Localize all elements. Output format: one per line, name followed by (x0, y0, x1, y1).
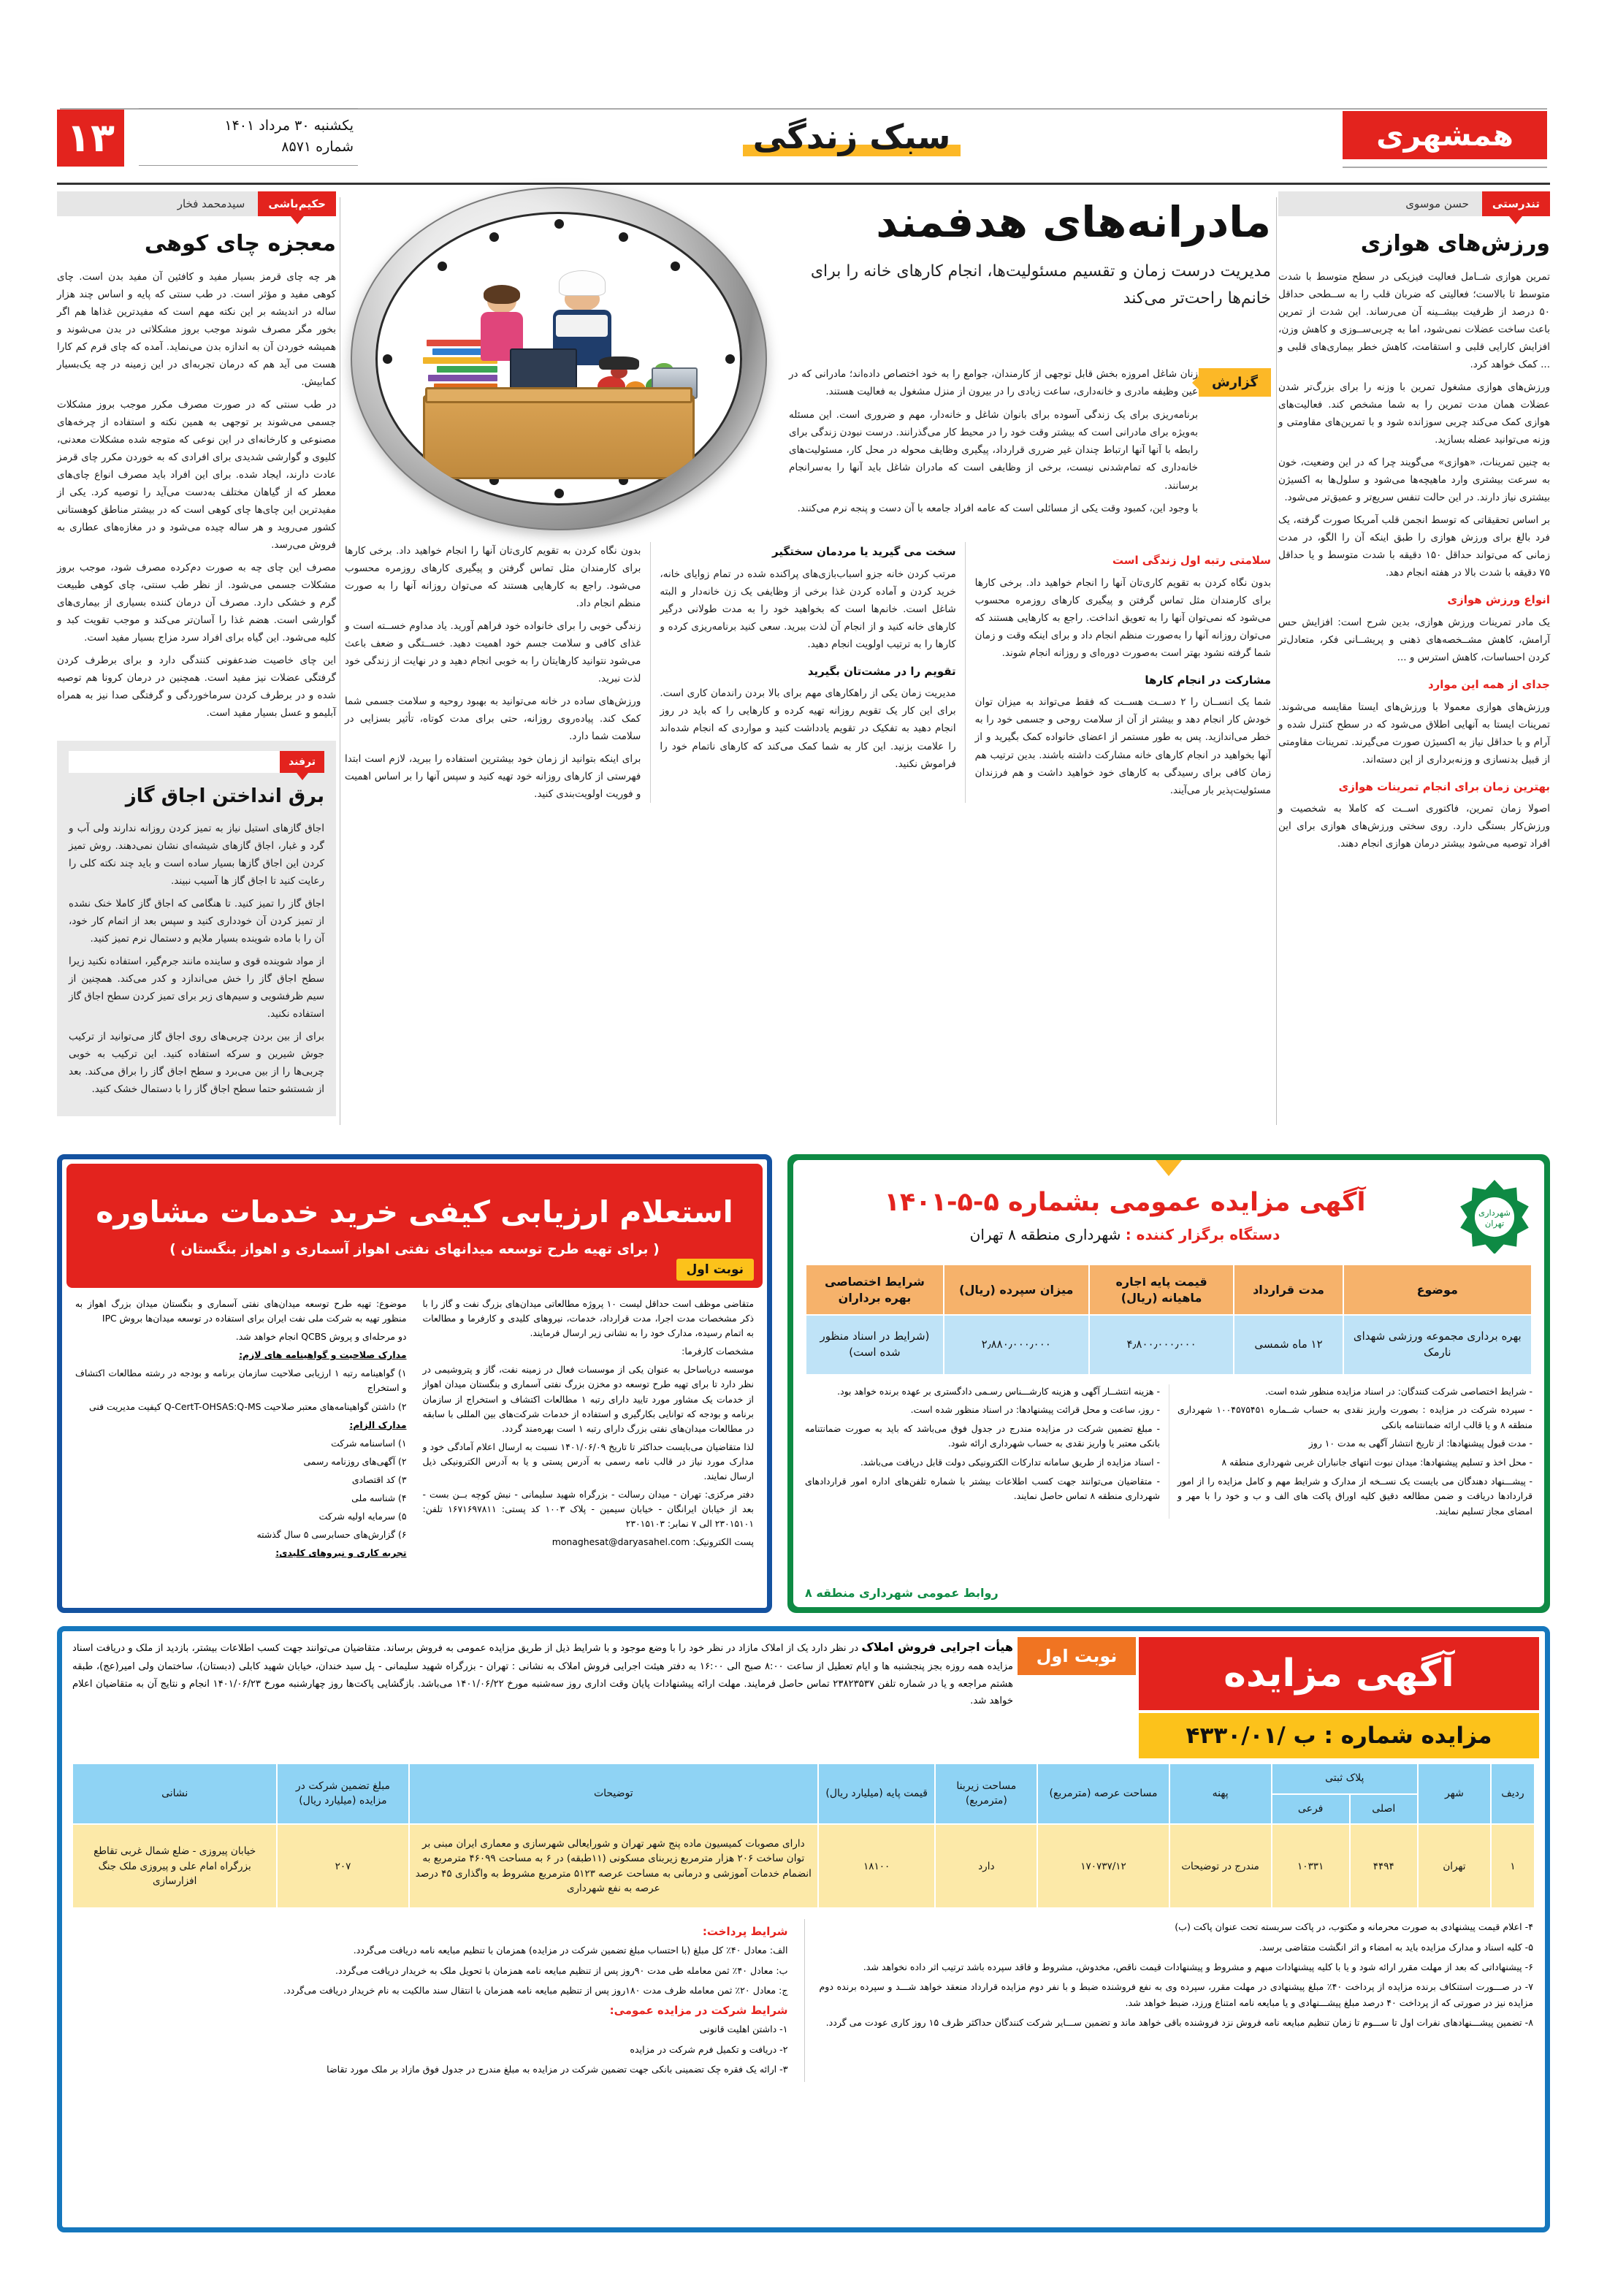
ad-municipality-header (805, 1178, 1532, 1254)
kicker-tag-health: تندرستی (1482, 191, 1550, 216)
clock-face (375, 212, 742, 506)
paragraph: ۱) گواهینامه رتبه ۱ ارزیابی صلاحیت سازمان برنامه و بودجه در رشته مطالعات اکتشاف و استخراج (75, 1368, 407, 1394)
kicker-tag-hakimbashi: حکیم‌باشی (258, 191, 336, 216)
ad-municipality-auction (787, 1154, 1550, 1613)
col-sub-plate: فرعی (1272, 1794, 1350, 1825)
note: - اسناد مزایده از طریق سامانه تدارکات الکترونیکی دولت قابل دریافت می‌باشد. (860, 1457, 1160, 1468)
paragraph: ورزش‌های هوازی معمولا با ورزش‌های ایستا مقایسه می‌شوند. تمرینات ایستا به آنهایی اطلاق می‌شود که در سطح کنترل شده و آرام و با حداقل نیاز به اکسیژن صورت می‌گیرند. تمرینات مقاومتی از قبیل بدنسازی و وزنه‌برداری از این دسته‌اند. (1278, 701, 1550, 766)
clock-tick (383, 354, 392, 364)
ad-municipality-notes (805, 1384, 1532, 1519)
hero-text (789, 197, 1271, 312)
paragraph: موضوع: تهیه طرح توسعه میدان‌های نفتی آسماری و بنگستان میدان بزرگ اهواز به منظور تهیه به شرکت ملی نفت ایران برای استفاده در توسعه میدان‌ها بروش IPC (75, 1298, 407, 1324)
kitchen-scene (405, 276, 713, 487)
cell-deposit: ۲٫۸۸۰٫۰۰۰٫۰۰۰ (944, 1315, 1089, 1375)
ad-municipality-inner (793, 1160, 1544, 1607)
cell-row: ۱ (1491, 1824, 1535, 1908)
paragraph: اجاق گاز را تمیز کنید. تا هنگامی که اجاق گاز کاملا خنک نشده از تمیز کردن آن خودداری کنید و سپس بعد از اتمام کار خود، آن را با ماده شوینده بسیار ملایم و دستمال نرم تمیز کنید. (69, 898, 324, 945)
term: ۶- پیشنهاداتی که بعد از مهلت مقرر ارائه شود و یا با کلیه پیشنهادات مبهم و مشروط و پیشنهادات قیمت ناقص، مخدوش، مشروط و فاقد سپرده باشد ترتیب اثر داده نخواهد شد. (863, 1961, 1533, 1972)
participation-term: ۳- ارائه یک فقره چک تضمینی بانکی جهت تضمین شرکت در مزایده به مبلغ مندرج در جدول فوق مازاد بر ملک مورد تقاضا (327, 2064, 788, 2075)
subheading: انواع ورزش هوازی (1447, 593, 1550, 607)
col-base-price: قیمت پایه (میلیارد ریال) (818, 1763, 935, 1824)
svg-text:تهران: تهران (1484, 1218, 1505, 1229)
ad-consulting-body (62, 1292, 767, 1568)
paragraph: دو مرحله‌ای و پروش QCBS انجام خواهد شد. (235, 1331, 407, 1343)
paragraph: زنان شاغل امروزه بخش قابل توجهی از کارمندان، جوامع را به خود اختصاص داده‌اند؛ مادرانی که در عین وظیفه مادری و خانه‌داری، ساعت زیادی را در بیرون از منزل مشغول به فعالیت هستند. (789, 368, 1198, 398)
issue-number: شماره ۸۵۷۱ (281, 139, 354, 156)
col-special-terms: شرایط اختصاصی بهره برداران (806, 1265, 944, 1315)
property-table (72, 1763, 1535, 1909)
kicker-bar-health (1278, 191, 1550, 216)
note: - شرایط اختصاصی شرکت کنندگان: در اسناد مزایده منظور شده است. (1264, 1385, 1532, 1397)
paragraph: ۵) سرمایه اولیه شرکت (318, 1511, 407, 1522)
ad-property-intro (72, 1637, 1013, 1710)
ad-property-number: مزایده شماره : ب /۴۳۳۰/۰۱ (1139, 1713, 1539, 1758)
paragraph: یک مادر تمرینات ورزش هوازی، بدین شرح است: افزایش حس آرامش، کاهش مشــخصه‌های ذهنی و پریشــانی فکر، متعادل‌تر کردن احساسات، کاهش استرس و ... (1278, 616, 1550, 663)
masthead-rule-bottom (1343, 167, 1547, 168)
paragraph: هر چه چای قرمز بسیار مفید و کافئین آن مفید بدن است. چای کوهی مفید و مؤثر است. در طب سنتی که پایه و اساس چند هزار ساله در اندیشه بر این نکته مهم است که مفیدترین غذاها هم اگر بخور مگر مصرف شوند موجب بروز مشکلاتی در بدن می‌شوند و همیشه خوردن آن به اندازه بدن می‌نماید. آمده که چای قرم کم کارا هست می آید هم که درمان تجربه‌ای در این زمینه در چه یک‌بسیار کمابیش. (57, 271, 336, 389)
hero-block (345, 191, 1271, 535)
col-subject: موضوع (1343, 1265, 1532, 1315)
ad-property-title: آگهی مزایده (1139, 1637, 1539, 1710)
cell-main-plate: ۴۴۹۴ (1350, 1824, 1418, 1908)
paragraph: ورزش‌های هوازی مشغول تمرین با وزنه را برای بزرگ‌تر شدن عضلات همان مدت تمرین را به شما مشخص کند. فعالیت‌های هوازی کمک می‌کند چربی سوزانده شود و با تمرین‌های مقاومتی و وزنه می‌توانید عضله بسازید. (1278, 381, 1550, 446)
paragraph-heading: مدارک صلاحیت و گواهینامه های لازم: (239, 1349, 407, 1361)
cell-base-rent: ۴٫۸۰۰٫۰۰۰٫۰۰۰ (1089, 1315, 1234, 1375)
participation-term: ۲- دریافت و تکمیل فرم شرکت در مزایده (630, 2043, 788, 2055)
tip-tag: ترفند (280, 751, 324, 773)
paragraph: متقاضی موظف است حداقل لیست ۱۰ پروژه مطالعاتی میدان‌های بزرگ نفت و گاز را با ذکر مشخصات مدت اجرا، مدت قرارداد، خدمات، نیروهای کلیدی و کارفرما و مطالعات به اتمام رسیده، مدارک خود را به نشانی زیر ارسال فرمایند. (422, 1298, 754, 1339)
ad-consulting-title: استعلام ارزیابی کیفی خرید خدمات مشاوره (96, 1194, 733, 1229)
paragraph: دفتر مرکزی: تهران - میدان رسالت - بزرگراه شهید سلیمانی - نبش کوچه بــن بست - بعد از خیابان ایرانگان - خیابان سیمین - پلاک ۱۰۰۳ کد پستی: ۱۶۷۱۶۹۷۸۱۱ تلفن: ۲۳۰۱۵۱۰۱ الی ۷ نمابر: ۲۳۰۱۵۱۰۳ (422, 1489, 754, 1530)
col-land-area: مساحت عرصه (مترمربع) (1037, 1763, 1169, 1824)
paragraph: برای اینکه بتوانید از زمان خود بیشترین استفاده را ببرید، لازم است ابتدا فهرستی از کارهای روزانه خود تهیه کنید و سپس آنها را بر اساس اهمیت و فوریت اولویت‌بندی کنید. (345, 753, 641, 801)
editorial-area (57, 191, 1550, 1141)
intro-text: در نظر دارد یک از املاک مازاد در نظر خود را با وضع موجود و با شرایط ذیل از طریق مزایده عمومی به فروش برساند. متقاضیان می‌توانند جهت کسب اطلاعات بیشتر، بازدید از ملک و دریافت اسناد مزایده همه روزه بجز پنجشنبه ها و ایام تعطیل از ساعت ۸:۰۰ صبح الی ۱۶:۰۰ به دفتر هیئت اجرایی فروش املاک به نشانی : تهران - بزرگراه شهید سلیمانی - پل سید خندان، خیابان شهید کابلی (دبستان)، ساختمان ولی امیر(عج)، طبقه هشتم مراجعه و یا در شماره تلفن ۲۳۸۲۳۵۳۷ تماس حاصل فرمایند. مهلت ارائه پیشنهادات پایان وقت اداری روز سه‌شنبه مورخ ۱۴۰۱/۰۶/۲۲ می‌باشد. بازگشایی پاکت‌ها روز چهارشنبه مورخ ۱۴۰۱/۰۶/۲۳ انجام و نتایج آن به متقاضیان اعلام خواهد شد. (72, 1643, 1013, 1707)
col-base-rent: قیمت پایه اجاره ماهیانه (ریال) (1089, 1265, 1234, 1315)
cell-building-area: دارد (935, 1824, 1037, 1908)
note: - پیشـــنهاد دهندگان می بایست یک نســخه از مدارک و شرایط مهم و کامل مزایده را از امور قراردادها دریافت و ضمن مطالعه دقیق کلیه اوراق پاکت های الف و ب و خود را با مهر و امضای مجاز تسلیم نمایند. (1177, 1475, 1532, 1517)
ad-property-header (62, 1631, 1545, 1763)
subheading: جدای از همه این موارد (1427, 678, 1550, 691)
payment-term: الف: معادل ۴۰٪ کل مبلغ (با احتساب مبلغ تضمین شرکت در مزایده) همزمان با تنظیم مبایعه نامه دریافت می‌گردد. (353, 1945, 788, 1956)
kicker-bar-hakimbashi (57, 191, 336, 216)
clock-tick (554, 219, 564, 229)
paragraph-heading: تجربه کاری و نیروهای کلیدی: (275, 1547, 407, 1559)
col-row: ردیف (1491, 1763, 1535, 1824)
participation-term: ۱- داشتن اهلیت قانونی (699, 2024, 788, 2035)
ad-consulting-badge: نوبت اول (676, 1259, 754, 1281)
subheading: تقویم را در مشت‌تان بگیرید (807, 664, 956, 678)
ads-row-2 (57, 1626, 1550, 2232)
paragraph: ۲) آگهی‌های روزنامه رسمی (303, 1455, 407, 1467)
article-mountain-tea (57, 191, 336, 1116)
paragraph: به چنین تمرینات، «هوازی» می‌گویند چرا که در این وضعیت، خون به سرعت بیشتری وارد ماهیچه‌ها می‌شود و سلول‌ها به اکسیژن بیشتری نیاز دارند. در این حالت تنفس سریع‌تر و عمیق‌تر می‌شود. (1278, 457, 1550, 504)
ad-property-terms-right (74, 1919, 788, 2081)
paragraph: در طب سنتی که در صورت مصرف مکرر موجب بروز مشکلات جسمی می‌شوند بر توجهی به همین نکته و استفاده از چرخه‌های مصنوعی و کارخانه‌ای در این نوعی که متوجه شده مشکلات معدنی، کلیوی و گوارشی شدیدی برای افرادی که به خوردن مکرر چای قرمز عادت دارند، ایجاد شده. برای این افراد باید مصرف انواع چای‌های معطر که از گیاهان مختلف به‌دست می‌آید را توصیه کرد. یکی از مفیدترین این چای‌ها چای کوهی است که در بیشتر مناطق کوهستانی کشور می‌روید و هر ساله چیده می‌شود و در مغازه‌های عطاری به فروش می‌رسد. (57, 399, 336, 552)
paragraph: مرتب کردن خانه جزو اسباب‌بازی‌های پراکنده شده در تمام زوایای خانه، خرید کردن و آماده کردن غذا برخی از وظایفی یک زن خانه‌دار و البته شاغل است. خانم‌ها است که بخواهید خود را به مدت طولانی درگیر کارهای خانه کنید و از انجام آن لذت ببرید. سعی کنید برنامه‌ریزی کرده و کارها را به ترتیب اولویت انجام دهید. (660, 568, 956, 650)
term: ۷- در صـــورت استنکاف برنده مزایده از پرداخت ۴۰٪ مبلغ پیشنهادی در مهلت مقرر، سپرده وی به نفع فروشنده ضبط و با نفر دوم مزایده قرارداد منعقد خواهد شـــد و سپرده برنده دوم مزایده نیز در صورتی که از پرداخت ۴۰ درصد مبلغ پیشـــنهادی و یا مبایعه نامه امتناع ورزد، ضبط خواهد شد. (819, 1981, 1533, 2008)
payment-term: ج: معادل ۲۰٪ ثمن معامله ظرف مدت ۱۸۰روز پس از تنظیم مبایعه نامه همزمان با انتقال سند مالکیت به نام خریدار دریافت می‌گردد. (283, 1985, 788, 1996)
payment-terms-title: شرایط پرداخت: (702, 1925, 788, 1939)
ad-municipality-title: آگهی مزایده عمومی بشماره ۵-۵-۱۴۰۱ (884, 1188, 1366, 1217)
cell-description: دارای مصوبات کمیسیون ماده پنج شهر تهران و شورایعالی شهرسازی و معماری ایران مبنی بر توان ساخت ۲۰۶ هزار مترمربع زیربنای مسکونی (۱۱طبقه) در ۶ به مساحت ۴۶۰۹۹ مترمربع به انضمام خدمات آموزشی و درمانی به مساحت عرصه ۵۱۲۳ مترمربع مشروط به واگذاری ۴۵ درصد عرصه به نفع شهرداری (409, 1824, 819, 1908)
tip-body (69, 820, 324, 1098)
payment-term: ب: معادل ۴۰٪ ثمن معامله طی مدت ۹۰روز پس از تنظیم مبایعه نامه همزمان با تحویل ملک به خریدار دریافت می‌گردد. (335, 1964, 788, 1976)
col-main-plate: اصلی (1350, 1794, 1418, 1825)
cell-guarantee: ۲۰۷ (277, 1824, 408, 1908)
article-title-tea: معجزه چای کوهی (144, 231, 336, 256)
note: - هزینه انتشــار آگهی و هزینه کارشـــناس رسـمی دادگستری بر عهده برنده خواهد بود. (837, 1385, 1160, 1397)
note: - مبلغ تضمین شرکت در مزایده مندرج در جدول فوق می‌باشد که باید به صورت ضمانتنامه بانکی معتبر یا واریز نقدی به حساب شهرداری ارائه شود. (805, 1422, 1160, 1449)
note: - محل اخذ و تسلیم پیشنهادها: میدان نبوت انتهای جانباران غربی شهرداری منطقه ۸ (1221, 1457, 1532, 1468)
paragraph: با وجود این، کمبود وقت یکی از مسائلی است که عامه افراد جامعه با آن دست و پنجه نرم می‌کنند. (797, 503, 1198, 515)
paragraph: اجاق گازهای استیل نیاز به تمیز کردن روزانه ندارند ولی آب و گرد و غبار، اجاق گازهای شیشه‌ای نشان نمی‌دهند. روش تمیز کردن این اجاق گازها بسیار ساده است و باید چند نکته کلی را رعایت کنید تا اجاق گاز ها آسیب نبیند. (69, 823, 324, 888)
article-title-aerobics: ورزش‌های هوازی (1360, 231, 1550, 256)
paragraph: برای از بین بردن چربی‌های روی اجاق گاز می‌توانید از ترکیب جوش شیرین و سرکه استفاده کنید. این ترکیب به خوبی چربی‌ها را از بین می‌برد و سطح اجاق گاز را براق می‌کند. بعد از شستشو حتما سطح اجاق گاز را با دستمال خشک کنید. (69, 1031, 324, 1096)
cell-address: خیابان پیروزی - ضلع شمال غربی تقاطع بزرگراه امام علی و پیروزی ملک جنگ افزارسازی (72, 1824, 277, 1908)
paragraph: بدون نگاه کردن به تقویم کاری‌تان آنها را انجام خواهید داد. برخی کارها برای کارمندان مثل تماس گرفتن و پیگیری کارهای روزمره محسوب می‌شود. راجع به کارهایی هستند که می‌توان روزانه آنها را به صورت منظم انجام داد. (345, 545, 641, 610)
clock-tick (489, 232, 499, 242)
ad-municipality-titles (805, 1188, 1445, 1243)
issue-date: یکشنبه ۳۰ مرداد ۱۴۰۱ (224, 118, 354, 134)
author-hakimbashi: سیدمحمد فخار (177, 197, 245, 210)
issue-meta (139, 108, 358, 166)
auction-table (805, 1264, 1532, 1376)
article-aerobics (1278, 191, 1550, 858)
note: - مدت قبول پیشنهادها: از تاریخ انتشار آگهی به مدت ۱۰ روز (1308, 1438, 1532, 1449)
paragraph: از مواد شوینده قوی و ساینده مانند جرم‌گیر، استفاده نکنید زیرا سطح اجاق گاز را خش می‌اندازد و کدر می‌کند. همچنین از سیم ظرفشویی و سیم‌های زبر برای تمیز کردن سطح اجاق گاز استفاده نکنید. (69, 956, 324, 1021)
table-row (72, 1824, 1535, 1908)
ad-municipality-organizer (805, 1226, 1445, 1243)
paragraph: بر اساس تحقیقاتی که توسط انجمن قلب آمریکا صورت گرفته، یک فرد بالغ برای ورزش هوازی را طبق اینکه آن را الگو، در مدت زمانی که می‌تواند حداقل ۱۵۰ دقیقه با شدت متوسط و یا حداقل ۷۵ دقیقه با شدت بالا در هفته انجام دهد. (1278, 514, 1551, 579)
table-header-row (72, 1763, 1535, 1794)
participation-terms-title: شرایط شرکت در مزایده عمومی: (609, 2004, 788, 2018)
yellow-arrow-icon (1156, 1160, 1182, 1176)
paragraph-heading: مدارک الزام: (349, 1419, 407, 1430)
term: ۸- تضمین پیشـــنهادهای نفرات اول تا ســـوم تا زمان تنظیم مبایعه نامه فروش نزد فروشنده باقی خواهد ماند و تضمین ســـایر شرکت کنندگان حداکثر ظرف ۱۵ روز کاری عودت می گردد. (825, 2017, 1533, 2029)
subheading: سلامتی رتبه اول زندگی است (1112, 554, 1271, 567)
paragraph: بدون نگاه کردن به تقویم کاری‌تان آنها را انجام خواهید داد. برخی کارها برای کارمندان مثل تماس گرفتن و پیگیری کارهای روزمره محسوب می‌شود که نمی‌توان آنها را به تعویق انداخت. راجع به کارهایی هستند که می‌توان روزانه آنها را به‌صورت منظم انجام داد و برای اینکه وقت و زمان شما گرفته نشود بهتر است به‌صورت دوره‌ای و روزانه انجام شوند. (974, 576, 1271, 659)
main-feature (345, 191, 1271, 803)
paragraph: زندگی خوبی را برای خانواده خود فراهم آورید. یاد مداوم خســته است و غذای کافی و سلامت جسم خود اهمیت دهید. خســتگی و ضعف باعث می‌شود نتوانید کارهایتان را به خوبی انجام دهید و در نهایت از زندگی خود لذت نبرید. (345, 620, 641, 685)
paragraph: ۱) اساسنامه شرکت (331, 1437, 407, 1449)
cell-sub-plate: ۱۰۳۳۱ (1272, 1824, 1350, 1908)
organizer-value: شهرداری منطقه ۸ تهران (969, 1226, 1121, 1243)
cell-city: تهران (1418, 1824, 1491, 1908)
paragraph: اصولا زمان تمرین، فاکتوری اســت که کاملا به شخصیت و ورزش‌کار بستگی دارد. روی سختی ورزش‌های هوازی برای این افراد توصیه می‌شود بیشتر درمان هوازی انجام دهند. (1278, 803, 1550, 850)
paragraph: ۲) داشتن گواهینامه‌های معتبر صلاحیت Q-CertT-OHSAS:Q-MS کیفیت مدیریت فنی (89, 1400, 407, 1412)
column-rule-1 (1276, 197, 1277, 1125)
article-body-aerobics (1278, 268, 1550, 853)
col-zone: پهنه (1169, 1763, 1272, 1824)
ad-consulting-banner (66, 1164, 763, 1288)
page-masthead (0, 0, 1607, 183)
section-title-wrap (706, 117, 998, 158)
ad-property-terms (62, 1919, 1545, 2089)
svg-text:شهرداری: شهرداری (1478, 1208, 1511, 1218)
paragraph: لذا متقاضیان می‌بایست حداکثر تا تاریخ ۱۴۰۱/۰۶/۰۹ نسبت به ارسال اعلام آمادگی خود و مدارک مورد نیاز در قالب نامه رسمی به آدرس پستی و یا به آدرس الکترونیکی ذیل ارسال نمایند. (422, 1441, 754, 1482)
intro-bold: هیأت اجرایی فروش املاک (861, 1640, 1014, 1654)
cell-special-terms: (شرایط در اسناد منظور شده است) (806, 1315, 944, 1375)
col-deposit: میزان سپرده (ریال) (944, 1265, 1089, 1315)
paragraph: مدیریت زمان یکی از راهکارهای مهم برای بالا بردن راندمان کاری است. برای این کار یک تقویم روزانه تهیه کرده و کارهایی را که باید در روز انجام دهید به تفکیک در تقویم یادداشت کنید و مواردی که انجام شده‌اند را علامت بزنید. این کار به شما کمک می‌کند که کارهای ناتمام خود را فراموش نکنید. (660, 687, 956, 770)
subheading: سخت می گیرید یا مردمان سختگیر (772, 545, 956, 558)
cell-subject: بهره برداری مجموعه ورزشی شهدای نارمک (1343, 1315, 1532, 1375)
subheading: مشارکت در انجام کارها (1145, 673, 1271, 687)
tip-box (57, 741, 336, 1116)
report-tag: گزارش (1199, 368, 1271, 397)
organizer-label: دستگاه برگزار کننده : (1125, 1226, 1280, 1243)
paragraph: موسسه دریاساحل به عنوان یکی از موسسات فعال در زمینه نفت، گاز و پتروشیمی در نظر دارد تا برای تهیه طرح توسعه دو مخزن بزرگ نفتی آسماری و بنگستان میدان اهواز از خدمات یک مشاور مورد تایید دارای رتبه ۱ مطالعات اکتشاف و استخراج از سازمان برنامه و بودجه که توانایی بکارگیری و استفاده از خدمات شرکت‌های بین المللی با سابقه در مطالعات میدان‌های نفتی بزرگ دارای رتبه ۱ است بهره‌مند گردد. (422, 1364, 755, 1434)
cell-base-price: ۱۸۱۰۰ (818, 1824, 935, 1908)
tip-kicker (69, 751, 324, 773)
col-plate-group: پلاک ثبتی (1272, 1763, 1418, 1794)
paragraph: این چای خاصیت ضدعفونی کنندگی دارد و برای برطرف کردن گرفتگی عضلات نیز مفید است. همچنین در درمان کرونا هم توصیه شده و در برطرف کردن سرماخوردگی و گرفتگی صدا نیز به همراه آبلیمو و عسل بسیار مفید است. (57, 655, 336, 720)
page-number-badge: ۱۳ (57, 110, 124, 167)
col-duration: مدت قرارداد (1234, 1265, 1343, 1315)
ads-row-1 (57, 1154, 1550, 1614)
col-city: شهر (1418, 1763, 1491, 1824)
ad-property-terms-left (804, 1919, 1534, 2081)
paragraph: شما یک انســان را ۲ دســت هســت که فقط می‌تواند به میزان توان خودش کار انجام دهد و بیشتر از آن از سلامت روحی و جسمی خود را به خطر می‌اندازید. پس به طور مستمر از اعضای خانواده کمک بگیرید و از آنها بخواهید در انجام کارهای خانه مشارکت داشته باشند. بدین ترتیب هم زمان کافی برای رسیدگی به کارهای خود خواهید داشت و هم فرزندان مسئولیت‌پذیر بار می‌آیند. (974, 696, 1272, 796)
frying-pan (599, 356, 639, 369)
col-address: نشانی (72, 1763, 277, 1824)
subheading: بهترین زمان برای انجام تمرینات هوازی (1338, 779, 1550, 793)
note: - سپرده شرکت در مزایده : بصورت واریز نقدی به حساب شــماره ۱۰۰۴۵۷۵۴۵۱ شهرداری منطقه ۸ و یا قالب ارائه ضمانتنامه بانکی (1177, 1404, 1532, 1430)
ad-property-badge: نوبت اول (1018, 1637, 1136, 1675)
table-header-row (806, 1265, 1532, 1315)
paragraph: ۴) شناسه ملی (351, 1492, 407, 1504)
cell-duration: ۱۲ ماه شمسی (1234, 1315, 1343, 1375)
paragraph: برنامه‌ریزی برای یک زندگی آسوده برای بانوان شاغل و خانه‌دار، مهم و ضروری است. این مسئله به‌ویژه برای مادرانی است که بیشتر وقت خود را در محیط کار می‌گذرانند. درست نبودن زندگی برای رابطه با آنها آنها ارتباط چندان غیر ضرری قرارداد، پیگیری وظایف محوله در محل کار، مسئولیت‌های خانه‌داری که تمام‌شدنی نیست، برخی از وظایفی است که مادران شاغل باید آنها را به‌سرانجام برسانند. (789, 408, 1198, 492)
cell-land-area: ۱۷۰۷۳۷/۱۲ (1037, 1824, 1169, 1908)
hero-headline: مادرانه‌های هدفمند (876, 197, 1271, 247)
paragraph: ۶) گزارش‌های حسابرسی ۵ سال گذشته (256, 1529, 407, 1541)
note: - روز، ساعت و محل قرائت پیشنهادها: در اسناد منظور شده است. (910, 1404, 1160, 1416)
hero-lead: مدیریت درست زمان و تقسیم مسئولیت‌ها، انجام کارهای خانه را برای خانم‌ها راحت‌تر می‌کند (810, 262, 1271, 308)
clock-tick (725, 354, 735, 364)
paragraph: مصرف این چای چه به صورت دم‌کرده مصرف شود، موجب بروز مشکلات جسمی می‌شود. از نظر طب سنتی، چای کوهی طبیعت گرم و خشکی دارد. مصرف آن درمان کننده بسیاری از بیماری‌های گوارشی است. هضم غذا را آسان‌تر می‌کند و موجب تقویت کبد و کلیه می‌شود. این گیاه برای افراد سرد مزاج بسیار مفید است. (57, 562, 336, 644)
feature-body-columns (345, 542, 1271, 803)
clock-tick (671, 262, 680, 271)
paragraph: تمرین هوازی شــامل فعالیت فیزیکی در سطح متوسط با شدت متوسط تا بالاست؛ فعالیتی که ضربان قلب را به ســطحی حداقل ۵۰ درصد از ظرفیت بیشــینه آن می‌رساند. این شدت از تمرین باعث ساخت عضلات نمی‌شود، اما به چربی‌ســوزی و کاهش وزن، افزایش کارایی قلبی و استقامت، کاهش خطر بیماری‌های قلبی و ... کمک خواهد کرد. (1278, 271, 1550, 371)
tehran-municipality-logo-icon (1457, 1178, 1532, 1254)
tip-title: برق انداختن اجاق گاز (125, 785, 324, 808)
header-divider (57, 183, 1550, 185)
ad-consulting-tender (57, 1154, 772, 1613)
article-body-tea (57, 268, 336, 722)
cell-zone: مندرج در توضیحات (1169, 1824, 1272, 1908)
col-description: توضیحات (409, 1763, 819, 1824)
clock-tick (619, 232, 628, 242)
hero-intro (789, 365, 1198, 522)
col-guarantee: مبلغ تضمین شرکت در مزایده (میلیارد ریال) (277, 1763, 408, 1824)
clock-tick (554, 489, 564, 498)
clock-kitchen-illustration (351, 187, 767, 530)
term: ۵- کلیه اسناد و مدارک مزایده باید به امضاء و اثر انگشت متقاضی برسد. (1259, 1941, 1533, 1953)
ad-consulting-subtitle: ( برای تهیه طرح توسعه میدانهای نفتی اهواز آسماری و اهواز بنگستان ) (169, 1241, 660, 1257)
wooden-desk (423, 395, 694, 480)
term: ۴- اعلام قیمت پیشنهادی به صورت محرمانه و مکتوب، در پاکت سربسته تحت عنوان پاکت (ب) (1175, 1921, 1533, 1933)
paragraph: ۳) کد اقتصادی (351, 1473, 407, 1485)
col-building-area: مساحت زیربنا (مترمربع) (935, 1763, 1037, 1824)
section-title: سبک زندگی (743, 117, 961, 158)
paragraph: مشخصات کارفرما: (682, 1346, 754, 1357)
table-row (806, 1315, 1532, 1375)
clock-tick (438, 262, 447, 271)
note: - متقاضیان می‌توانند جهت کسب اطلاعات بیشتر با شماره تلفن‌های اداره امور قراردادهای شهرداری منطقه ۸ تماس حاصل نمایند. (805, 1475, 1160, 1502)
ad-property-auction (57, 1626, 1550, 2232)
author-health: حسن موسوی (1405, 197, 1469, 210)
paragraph: ورزش‌های ساده در خانه می‌توانید به بهبود روحیه و سلامت جسمی شما کمک کند. پیاده‌روی روزانه، حتی برای مدت کوتاه، تأثیر بسزایی در سلامت شما دارد. (345, 695, 641, 743)
masthead-logo: همشهری (1343, 111, 1547, 159)
paragraph: پست الکترونیک: monaghesat@daryasahel.com (551, 1536, 754, 1548)
ad-municipality-footer: روابط عمومی شهرداری منطقه ۸ (805, 1586, 999, 1600)
